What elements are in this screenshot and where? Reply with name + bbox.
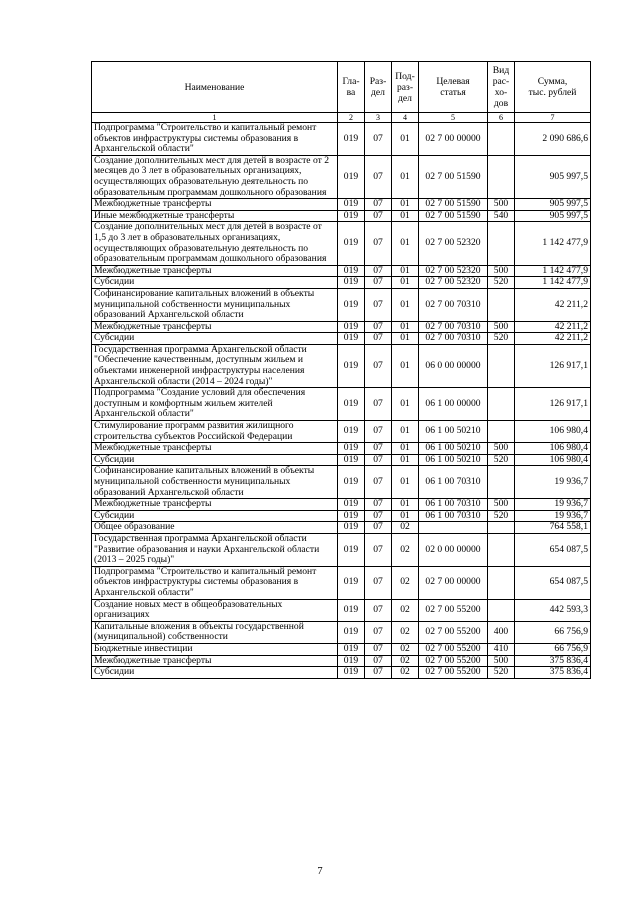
cell-name: Межбюджетные трансферты <box>92 199 338 211</box>
cell-name: Софинансирование капитальных вложений в объекты муниципальной собственности муниципальных образований Архангельской области <box>92 288 338 321</box>
cell-target: 06 0 00 00000 <box>419 344 488 387</box>
table-row <box>92 222 591 265</box>
cell-name: Создание дополнительных мест для детей в возрасте от 2 месяцев до 3 лет в образовательных организациях, осуществляющих образовательную деятельность по образовательным программам дошкольного образования <box>92 155 338 198</box>
cell-amount: 66 756,9 <box>515 643 591 655</box>
table-row <box>92 454 591 466</box>
table-row <box>92 499 591 511</box>
cell-amount: 42 211,2 <box>515 288 591 321</box>
cell-target: 06 1 00 50210 <box>419 421 488 443</box>
cell-amount: 126 917,1 <box>515 388 591 421</box>
table-row <box>92 321 591 333</box>
cell-name: Межбюджетные трансферты <box>92 499 338 511</box>
cell-section: 07 <box>365 499 392 511</box>
cell-expense-type: 400 <box>488 621 515 643</box>
cell-subsection: 01 <box>392 443 419 455</box>
cell-target: 02 0 00 00000 <box>419 533 488 566</box>
cell-section: 07 <box>365 333 392 345</box>
cell-expense-type: 540 <box>488 210 515 222</box>
table-row <box>92 265 591 277</box>
cell-chapter: 019 <box>338 222 365 265</box>
cell-chapter: 019 <box>338 199 365 211</box>
cell-chapter: 019 <box>338 599 365 621</box>
cell-section: 07 <box>365 288 392 321</box>
cell-chapter: 019 <box>338 333 365 345</box>
cell-name: Субсидии <box>92 333 338 345</box>
cell-chapter: 019 <box>338 667 365 679</box>
cell-chapter: 019 <box>338 123 365 156</box>
cell-target: 02 7 00 52320 <box>419 265 488 277</box>
cell-chapter: 019 <box>338 533 365 566</box>
cell-target: 06 1 00 50210 <box>419 443 488 455</box>
table-row <box>92 443 591 455</box>
cell-target: 06 1 00 70310 <box>419 466 488 499</box>
cell-subsection: 01 <box>392 466 419 499</box>
cell-target: 02 7 00 00000 <box>419 123 488 156</box>
cell-expense-type: 500 <box>488 443 515 455</box>
cell-section: 07 <box>365 599 392 621</box>
cell-subsection: 01 <box>392 222 419 265</box>
cell-section: 07 <box>365 522 392 534</box>
cell-subsection: 01 <box>392 277 419 289</box>
cell-target: 02 7 00 51590 <box>419 155 488 198</box>
cell-name: Создание дополнительных мест для детей в возрасте от 1,5 до 3 лет в образовательных организациях, осуществляющих образовательную деятельность по образовательным программам дошкольного образования <box>92 222 338 265</box>
column-number-row <box>92 113 591 123</box>
cell-section: 07 <box>365 265 392 277</box>
cell-target: 02 7 00 55200 <box>419 599 488 621</box>
header-name: Наименование <box>92 62 338 113</box>
table-row <box>92 533 591 566</box>
cell-subsection: 02 <box>392 566 419 599</box>
cell-section: 07 <box>365 123 392 156</box>
cell-chapter: 019 <box>338 210 365 222</box>
cell-section: 07 <box>365 621 392 643</box>
cell-expense-type: 520 <box>488 277 515 289</box>
cell-target: 02 7 00 55200 <box>419 621 488 643</box>
cell-subsection: 01 <box>392 333 419 345</box>
cell-expense-type: 500 <box>488 655 515 667</box>
table-row <box>92 344 591 387</box>
cell-expense-type <box>488 533 515 566</box>
cell-chapter: 019 <box>338 499 365 511</box>
header-section: Раз- дел <box>365 62 392 113</box>
cell-target: 06 1 00 50210 <box>419 454 488 466</box>
cell-name: Подпрограмма "Создание условий для обеспечения доступным и комфортным жильем жителей Архангельской области" <box>92 388 338 421</box>
header-chapter: Гла- ва <box>338 62 365 113</box>
cell-section: 07 <box>365 344 392 387</box>
cell-amount: 905 997,5 <box>515 210 591 222</box>
column-number: 5 <box>419 113 488 123</box>
cell-section: 07 <box>365 421 392 443</box>
table-row <box>92 621 591 643</box>
cell-expense-type <box>488 388 515 421</box>
cell-amount: 106 980,4 <box>515 421 591 443</box>
header-subsection: Под- раз- дел <box>392 62 419 113</box>
cell-subsection: 01 <box>392 321 419 333</box>
cell-amount: 905 997,5 <box>515 155 591 198</box>
cell-expense-type <box>488 288 515 321</box>
cell-target <box>419 522 488 534</box>
table-row <box>92 155 591 198</box>
cell-name: Субсидии <box>92 510 338 522</box>
cell-expense-type: 520 <box>488 510 515 522</box>
cell-amount: 905 997,5 <box>515 199 591 211</box>
cell-section: 07 <box>365 222 392 265</box>
cell-amount: 1 142 477,9 <box>515 222 591 265</box>
cell-target: 02 7 00 70310 <box>419 321 488 333</box>
cell-amount: 126 917,1 <box>515 344 591 387</box>
cell-expense-type: 520 <box>488 454 515 466</box>
cell-subsection: 01 <box>392 288 419 321</box>
cell-name: Субсидии <box>92 454 338 466</box>
cell-subsection: 01 <box>392 454 419 466</box>
cell-expense-type: 410 <box>488 643 515 655</box>
cell-name: Субсидии <box>92 667 338 679</box>
cell-expense-type <box>488 522 515 534</box>
cell-target: 02 7 00 52320 <box>419 222 488 265</box>
cell-subsection: 01 <box>392 199 419 211</box>
cell-subsection: 02 <box>392 667 419 679</box>
cell-chapter: 019 <box>338 344 365 387</box>
cell-target: 02 7 00 51590 <box>419 210 488 222</box>
cell-expense-type <box>488 421 515 443</box>
cell-subsection: 01 <box>392 344 419 387</box>
cell-amount: 19 936,7 <box>515 466 591 499</box>
cell-subsection: 02 <box>392 599 419 621</box>
cell-chapter: 019 <box>338 522 365 534</box>
cell-amount: 42 211,2 <box>515 333 591 345</box>
cell-name: Бюджетные инвестиции <box>92 643 338 655</box>
cell-name: Подпрограмма "Строительство и капитальный ремонт объектов инфраструктуры системы образования в Архангельской области" <box>92 123 338 156</box>
table-row <box>92 288 591 321</box>
table-row <box>92 566 591 599</box>
cell-chapter: 019 <box>338 388 365 421</box>
cell-name: Межбюджетные трансферты <box>92 443 338 455</box>
table-row <box>92 522 591 534</box>
cell-expense-type: 520 <box>488 667 515 679</box>
cell-amount: 375 836,4 <box>515 655 591 667</box>
cell-amount: 19 936,7 <box>515 510 591 522</box>
cell-chapter: 019 <box>338 566 365 599</box>
cell-chapter: 019 <box>338 443 365 455</box>
cell-amount: 442 593,3 <box>515 599 591 621</box>
cell-section: 07 <box>365 643 392 655</box>
cell-chapter: 019 <box>338 655 365 667</box>
cell-name: Софинансирование капитальных вложений в объекты муниципальной собственности муниципальных образований Архангельской области <box>92 466 338 499</box>
cell-chapter: 019 <box>338 510 365 522</box>
cell-target: 06 1 00 70310 <box>419 499 488 511</box>
cell-target: 02 7 00 00000 <box>419 566 488 599</box>
cell-expense-type: 500 <box>488 265 515 277</box>
table-row <box>92 388 591 421</box>
header-row <box>92 62 591 113</box>
cell-name: Подпрограмма "Строительство и капитальный ремонт объектов инфраструктуры системы образования в Архангельской области" <box>92 566 338 599</box>
cell-section: 07 <box>365 321 392 333</box>
cell-section: 07 <box>365 277 392 289</box>
cell-section: 07 <box>365 466 392 499</box>
table-row <box>92 210 591 222</box>
cell-target: 02 7 00 52320 <box>419 277 488 289</box>
cell-name: Государственная программа Архангельской области "Развитие образования и науки Архангельской области (2013 – 2025 годы)" <box>92 533 338 566</box>
cell-expense-type: 520 <box>488 333 515 345</box>
cell-name: Межбюджетные трансферты <box>92 265 338 277</box>
cell-subsection: 01 <box>392 265 419 277</box>
table-row <box>92 655 591 667</box>
cell-target: 06 1 00 00000 <box>419 388 488 421</box>
cell-expense-type <box>488 599 515 621</box>
budget-table <box>91 61 591 679</box>
table-row <box>92 599 591 621</box>
page-number: 7 <box>317 866 323 877</box>
cell-expense-type: 500 <box>488 499 515 511</box>
cell-section: 07 <box>365 210 392 222</box>
cell-target: 02 7 00 55200 <box>419 667 488 679</box>
cell-expense-type <box>488 123 515 156</box>
cell-section: 07 <box>365 454 392 466</box>
cell-target: 02 7 00 55200 <box>419 655 488 667</box>
cell-subsection: 01 <box>392 421 419 443</box>
cell-chapter: 019 <box>338 288 365 321</box>
cell-expense-type: 500 <box>488 199 515 211</box>
cell-subsection: 02 <box>392 522 419 534</box>
cell-section: 07 <box>365 655 392 667</box>
table-row <box>92 667 591 679</box>
cell-expense-type <box>488 566 515 599</box>
cell-amount: 764 558,1 <box>515 522 591 534</box>
column-number: 1 <box>92 113 338 123</box>
cell-subsection: 02 <box>392 655 419 667</box>
cell-chapter: 019 <box>338 265 365 277</box>
column-number: 4 <box>392 113 419 123</box>
cell-section: 07 <box>365 533 392 566</box>
cell-amount: 66 756,9 <box>515 621 591 643</box>
cell-subsection: 02 <box>392 621 419 643</box>
table-row <box>92 199 591 211</box>
cell-name: Субсидии <box>92 277 338 289</box>
cell-chapter: 019 <box>338 421 365 443</box>
cell-chapter: 019 <box>338 466 365 499</box>
cell-chapter: 019 <box>338 277 365 289</box>
cell-amount: 1 142 477,9 <box>515 265 591 277</box>
cell-subsection: 01 <box>392 388 419 421</box>
cell-amount: 2 090 686,6 <box>515 123 591 156</box>
cell-subsection: 01 <box>392 155 419 198</box>
cell-subsection: 01 <box>392 123 419 156</box>
cell-target: 02 7 00 51590 <box>419 199 488 211</box>
cell-name: Общее образование <box>92 522 338 534</box>
cell-amount: 375 836,4 <box>515 667 591 679</box>
table-row <box>92 333 591 345</box>
cell-chapter: 019 <box>338 155 365 198</box>
cell-chapter: 019 <box>338 454 365 466</box>
cell-amount: 19 936,7 <box>515 499 591 511</box>
cell-amount: 42 211,2 <box>515 321 591 333</box>
cell-section: 07 <box>365 667 392 679</box>
cell-name: Межбюджетные трансферты <box>92 655 338 667</box>
cell-target: 02 7 00 70310 <box>419 333 488 345</box>
cell-subsection: 01 <box>392 499 419 511</box>
cell-section: 07 <box>365 510 392 522</box>
cell-amount: 654 087,5 <box>515 533 591 566</box>
column-number: 2 <box>338 113 365 123</box>
cell-chapter: 019 <box>338 321 365 333</box>
cell-amount: 106 980,4 <box>515 454 591 466</box>
cell-chapter: 019 <box>338 643 365 655</box>
cell-amount: 106 980,4 <box>515 443 591 455</box>
cell-name: Иные межбюджетные трансферты <box>92 210 338 222</box>
table-row <box>92 510 591 522</box>
cell-subsection: 02 <box>392 643 419 655</box>
column-number: 6 <box>488 113 515 123</box>
column-number: 7 <box>515 113 591 123</box>
cell-section: 07 <box>365 388 392 421</box>
header-target: Целевая статья <box>419 62 488 113</box>
cell-name: Межбюджетные трансферты <box>92 321 338 333</box>
table-row <box>92 277 591 289</box>
table-row <box>92 466 591 499</box>
cell-expense-type <box>488 344 515 387</box>
cell-target: 02 7 00 55200 <box>419 643 488 655</box>
cell-amount: 654 087,5 <box>515 566 591 599</box>
table-row <box>92 421 591 443</box>
cell-target: 06 1 00 70310 <box>419 510 488 522</box>
cell-section: 07 <box>365 443 392 455</box>
header-amount: Сумма, тыс. рублей <box>515 62 591 113</box>
cell-subsection: 01 <box>392 210 419 222</box>
cell-name: Создание новых мест в общеобразовательных организациях <box>92 599 338 621</box>
column-number: 3 <box>365 113 392 123</box>
table-row <box>92 643 591 655</box>
cell-subsection: 01 <box>392 510 419 522</box>
cell-subsection: 02 <box>392 533 419 566</box>
table-body <box>92 123 591 679</box>
cell-expense-type: 500 <box>488 321 515 333</box>
cell-chapter: 019 <box>338 621 365 643</box>
cell-name: Стимулирование программ развития жилищного строительства субъектов Российской Федерации <box>92 421 338 443</box>
cell-section: 07 <box>365 155 392 198</box>
header-expense-type: Вид рас- хо- дов <box>488 62 515 113</box>
cell-expense-type <box>488 155 515 198</box>
cell-amount: 1 142 477,9 <box>515 277 591 289</box>
table-row <box>92 123 591 156</box>
cell-target: 02 7 00 70310 <box>419 288 488 321</box>
cell-name: Государственная программа Архангельской области "Обеспечение качественным, доступным жильем и объектами инженерной инфраструктуры населения Архангельской области (2014 – 2024 годы)" <box>92 344 338 387</box>
cell-expense-type <box>488 222 515 265</box>
cell-expense-type <box>488 466 515 499</box>
cell-name: Капитальные вложения в объекты государственной (муниципальной) собственности <box>92 621 338 643</box>
cell-section: 07 <box>365 199 392 211</box>
cell-section: 07 <box>365 566 392 599</box>
